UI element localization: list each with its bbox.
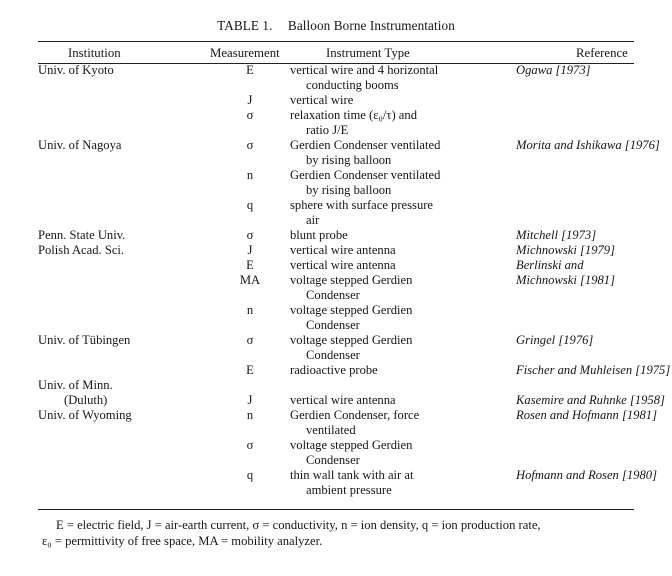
table-row	[38, 63, 672, 93]
cell-reference	[516, 198, 672, 228]
cell-reference: Berlinski and	[516, 258, 584, 272]
instrument-type-line-2: Condenser	[306, 348, 360, 362]
cell-measurement: E	[246, 63, 254, 77]
cell-reference: Kasemire and Ruhnke [1958]	[516, 393, 665, 407]
cell-instrument-type	[290, 63, 516, 93]
table-row	[38, 363, 672, 378]
instrumentation-table	[38, 43, 672, 498]
instrument-type-line-2: by rising balloon	[306, 153, 392, 167]
cell-measurement: σ	[246, 108, 254, 122]
cell-measurement	[210, 378, 290, 393]
cell-reference: Mitchell [1973]	[516, 228, 597, 242]
cell-measurement: J	[247, 93, 253, 107]
instrument-type-line-1: vertical wire antenna	[290, 393, 396, 407]
cell-measurement: σ	[246, 138, 254, 152]
instrument-type-line-1: vertical wire antenna	[290, 258, 396, 272]
cell-institution: Penn. State Univ.	[38, 228, 126, 242]
cell-instrument-type	[290, 378, 516, 393]
instrument-type-line-1: Gerdien Condenser ventilated	[290, 168, 441, 182]
cell-instrument-type	[290, 228, 516, 243]
instrument-type-line-2: ambient pressure	[306, 483, 392, 497]
instrument-type-line-1: voltage stepped Gerdien	[290, 438, 413, 452]
instrument-type-line-2: by rising balloon	[306, 183, 392, 197]
instrument-type-line-1: sphere with surface pressure	[290, 198, 434, 212]
instrument-type-line-1: thin wall tank with air at	[290, 468, 414, 482]
cell-institution	[38, 258, 210, 273]
cell-instrument-type	[290, 303, 516, 333]
cell-instrument-type	[290, 393, 516, 408]
footnote-line-1: E = electric field, J = air-earth current, σ = conductivity, n = ion density, q = ion production rate,	[56, 518, 541, 532]
table-row	[38, 273, 672, 303]
table-row	[38, 228, 672, 243]
instrument-type-line-2: conducting booms	[306, 78, 399, 92]
cell-institution: Univ. of Tübingen	[38, 333, 131, 347]
cell-instrument-type	[290, 273, 516, 303]
cell-reference: Gringel [1976]	[516, 333, 594, 347]
bottom-rule	[38, 509, 634, 510]
cell-reference	[516, 93, 672, 108]
cell-institution	[38, 363, 210, 378]
cell-reference	[516, 303, 672, 333]
cell-reference	[516, 438, 672, 468]
cell-instrument-type	[290, 363, 516, 378]
table-row	[38, 258, 672, 273]
cell-reference	[516, 108, 672, 138]
cell-measurement: n	[246, 408, 254, 422]
cell-instrument-type	[290, 468, 516, 498]
instrument-type-line-1: vertical wire and 4 horizontal	[290, 63, 439, 77]
table-row	[38, 468, 672, 498]
cell-reference: Ogawa [1973]	[516, 63, 591, 77]
table-caption: Balloon Borne Instrumentation	[287, 18, 455, 33]
table-row	[38, 198, 672, 228]
cell-instrument-type	[290, 108, 516, 138]
table-row	[38, 243, 672, 258]
header-row	[38, 43, 672, 63]
cell-measurement: E	[246, 363, 254, 377]
cell-institution	[38, 273, 210, 303]
cell-institution	[38, 108, 210, 138]
cell-instrument-type	[290, 93, 516, 108]
cell-instrument-type	[290, 438, 516, 468]
table-row	[38, 438, 672, 468]
cell-instrument-type	[290, 168, 516, 198]
cell-measurement: MA	[239, 273, 261, 287]
cell-institution	[38, 168, 210, 198]
cell-institution	[38, 438, 210, 468]
instrument-type-line-2: Condenser	[306, 453, 360, 467]
cell-instrument-type	[290, 333, 516, 363]
cell-reference: Michnowski [1979]	[516, 243, 615, 257]
table-footnote	[42, 518, 642, 549]
table-number: TABLE 1.	[217, 18, 273, 33]
cell-measurement: n	[246, 303, 254, 317]
cell-measurement: σ	[246, 438, 254, 452]
header-institution: Institution	[68, 45, 121, 60]
cell-measurement: σ	[246, 333, 254, 347]
table-row	[38, 108, 672, 138]
cell-reference: Hofmann and Rosen [1980]	[516, 468, 657, 482]
cell-institution	[38, 303, 210, 333]
footnote-line-2: ε₀ = permittivity of free space, MA = mobility analyzer.	[42, 533, 323, 548]
top-rule	[38, 41, 634, 42]
header-instrument-type: Instrument Type	[326, 45, 410, 60]
table-row	[38, 333, 672, 363]
instrument-type-line-1: Gerdien Condenser, force	[290, 408, 420, 422]
instrument-type-line-1: vertical wire antenna	[290, 243, 396, 257]
instrument-type-line-1: voltage stepped Gerdien	[290, 333, 413, 347]
cell-reference: Rosen and Hofmann [1981]	[516, 408, 657, 422]
cell-reference: Morita and Ishikawa [1976]	[516, 138, 660, 152]
cell-institution	[38, 468, 210, 498]
cell-instrument-type	[290, 243, 516, 258]
instrument-type-line-1: Gerdien Condenser ventilated	[290, 138, 441, 152]
instrument-type-line-1: relaxation time (ε₀/τ) and	[290, 108, 417, 122]
cell-instrument-type	[290, 408, 516, 438]
table-row	[38, 93, 672, 108]
instrument-type-line-1: voltage stepped Gerdien	[290, 273, 413, 287]
cell-institution	[38, 93, 210, 108]
cell-measurement: σ	[246, 228, 254, 242]
instrument-type-line-1: vertical wire	[290, 93, 354, 107]
table-body	[38, 63, 672, 498]
cell-instrument-type	[290, 138, 516, 168]
cell-institution	[38, 198, 210, 228]
cell-measurement: q	[246, 198, 254, 212]
table-row	[38, 408, 672, 438]
instrument-type-line-2: ratio J/E	[306, 123, 349, 137]
cell-instrument-type	[290, 198, 516, 228]
table-title	[0, 18, 672, 34]
table-row	[38, 303, 672, 333]
cell-institution: (Duluth)	[64, 393, 108, 407]
table-row	[38, 378, 672, 393]
cell-measurement: J	[247, 393, 253, 407]
cell-institution: Univ. of Minn.	[38, 378, 113, 392]
cell-reference: Fischer and Muhleisen [1975]	[516, 363, 671, 377]
cell-reference	[516, 168, 672, 198]
cell-measurement: q	[246, 468, 254, 482]
cell-measurement: E	[246, 258, 254, 272]
cell-measurement: J	[247, 243, 253, 257]
instrument-type-line-2: Condenser	[306, 318, 360, 332]
table-row	[38, 393, 672, 408]
cell-instrument-type	[290, 258, 516, 273]
table-row	[38, 138, 672, 168]
cell-institution: Univ. of Kyoto	[38, 63, 114, 77]
instrument-type-line-2: air	[306, 213, 320, 227]
instrument-type-line-2: Condenser	[306, 288, 360, 302]
cell-institution: Univ. of Nagoya	[38, 138, 122, 152]
instrument-type-line-1: radioactive probe	[290, 363, 378, 377]
header-reference: Reference	[576, 45, 628, 60]
cell-reference: Michnowski [1981]	[516, 273, 615, 287]
table-row	[38, 168, 672, 198]
cell-measurement: n	[246, 168, 254, 182]
instrument-type-line-1: voltage stepped Gerdien	[290, 303, 413, 317]
instrument-type-line-2: ventilated	[306, 423, 356, 437]
instrument-type-line-1: blunt probe	[290, 228, 348, 242]
cell-institution: Polish Acad. Sci.	[38, 243, 125, 257]
cell-institution: Univ. of Wyoming	[38, 408, 132, 422]
cell-reference	[516, 378, 672, 393]
header-measurement: Measurement	[210, 45, 280, 60]
